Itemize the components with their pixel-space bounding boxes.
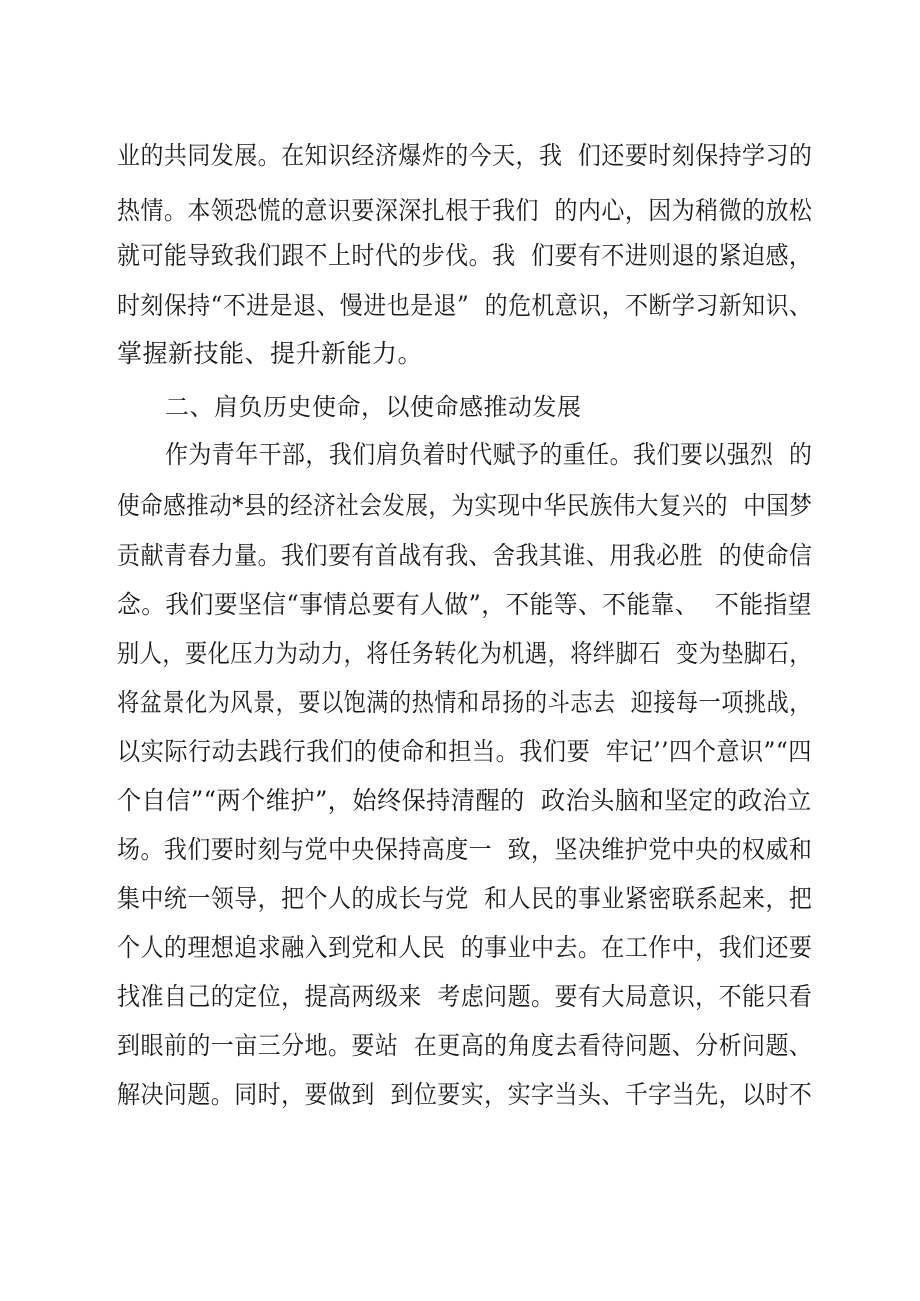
paragraph-2-line-2: 使命感推动*县的经济社会发展，为实现中华民族伟大复兴的 中国梦 [117,491,813,520]
paragraph-2-line-10: 集中统一领导，把个人的成长与党 和人民的事业紧密联系起来，把 [117,884,813,913]
paragraph-2-line-5: 别人，要化压力为动力，将任务转化为机遇，将绊脚石 变为垫脚石， [117,639,812,668]
paragraph-2-line-1: 作为青年干部，我们肩负着时代赋予的重任。我们要以强烈 的 [165,440,813,469]
paragraph-2-line-6: 将盆景化为风景，要以饱满的热情和昂扬的斗志去 迎接每一项挑战， [117,688,812,717]
paragraph-2-line-8: 个自信”“两个维护”，始终保持清醒的 政治头脑和坚定的政治立 [117,786,812,815]
paragraph-1-line-4: 时刻保持“不进是退、慢进也是退” 的危机意识，不断学习新知识、 [117,291,813,320]
paragraph-1-line-5: 掌握新技能、提升新能力。 [117,339,424,368]
paragraph-2-line-9: 场。我们要时刻与党中央保持高度一 致，坚决维护党中央的权威和 [117,835,813,864]
paragraph-2-line-13: 到眼前的一亩三分地。要站 在更高的角度去看待问题、分析问题、 [117,1031,813,1060]
paragraph-2-line-7: 以实际行动去践行我们的使命和担当。我们要 牢记’’四个意识”“四 [117,737,812,766]
section-heading: 二、肩负历史使命，以使命感推动发展 [165,393,582,421]
paragraph-2-line-12: 找准自己的定位，提高两级来 考虑问题。要有大局意识，不能只看 [117,982,813,1011]
paragraph-1-line-3: 就可能导致我们跟不上时代的步伐。我 们要有不进则退的紧迫感， [117,241,813,270]
paragraph-2-line-3: 贡献青春力量。我们要有首战有我、舍我其谁、用我必胜 的使命信 [117,541,813,570]
paragraph-2-line-14: 解决问题。同时，要做到 到位要实，实字当头、千字当先，以时不 [117,1080,813,1109]
paragraph-1-line-1: 业的共同发展。在知识经济爆炸的今天，我 们还要时刻保持学习的 [117,141,813,170]
paragraph-1-line-2: 热情。本领恐慌的意识要深深扎根于我们 的内心，因为稍微的放松 [117,196,813,225]
paragraph-2-line-11: 个人的理想追求融入到党和人民 的事业中去。在工作中，我们还要 [117,933,813,962]
paragraph-2-line-4: 念。我们要坚信“事情总要有人做”，不能等、不能靠、 不能指望 [117,590,813,619]
